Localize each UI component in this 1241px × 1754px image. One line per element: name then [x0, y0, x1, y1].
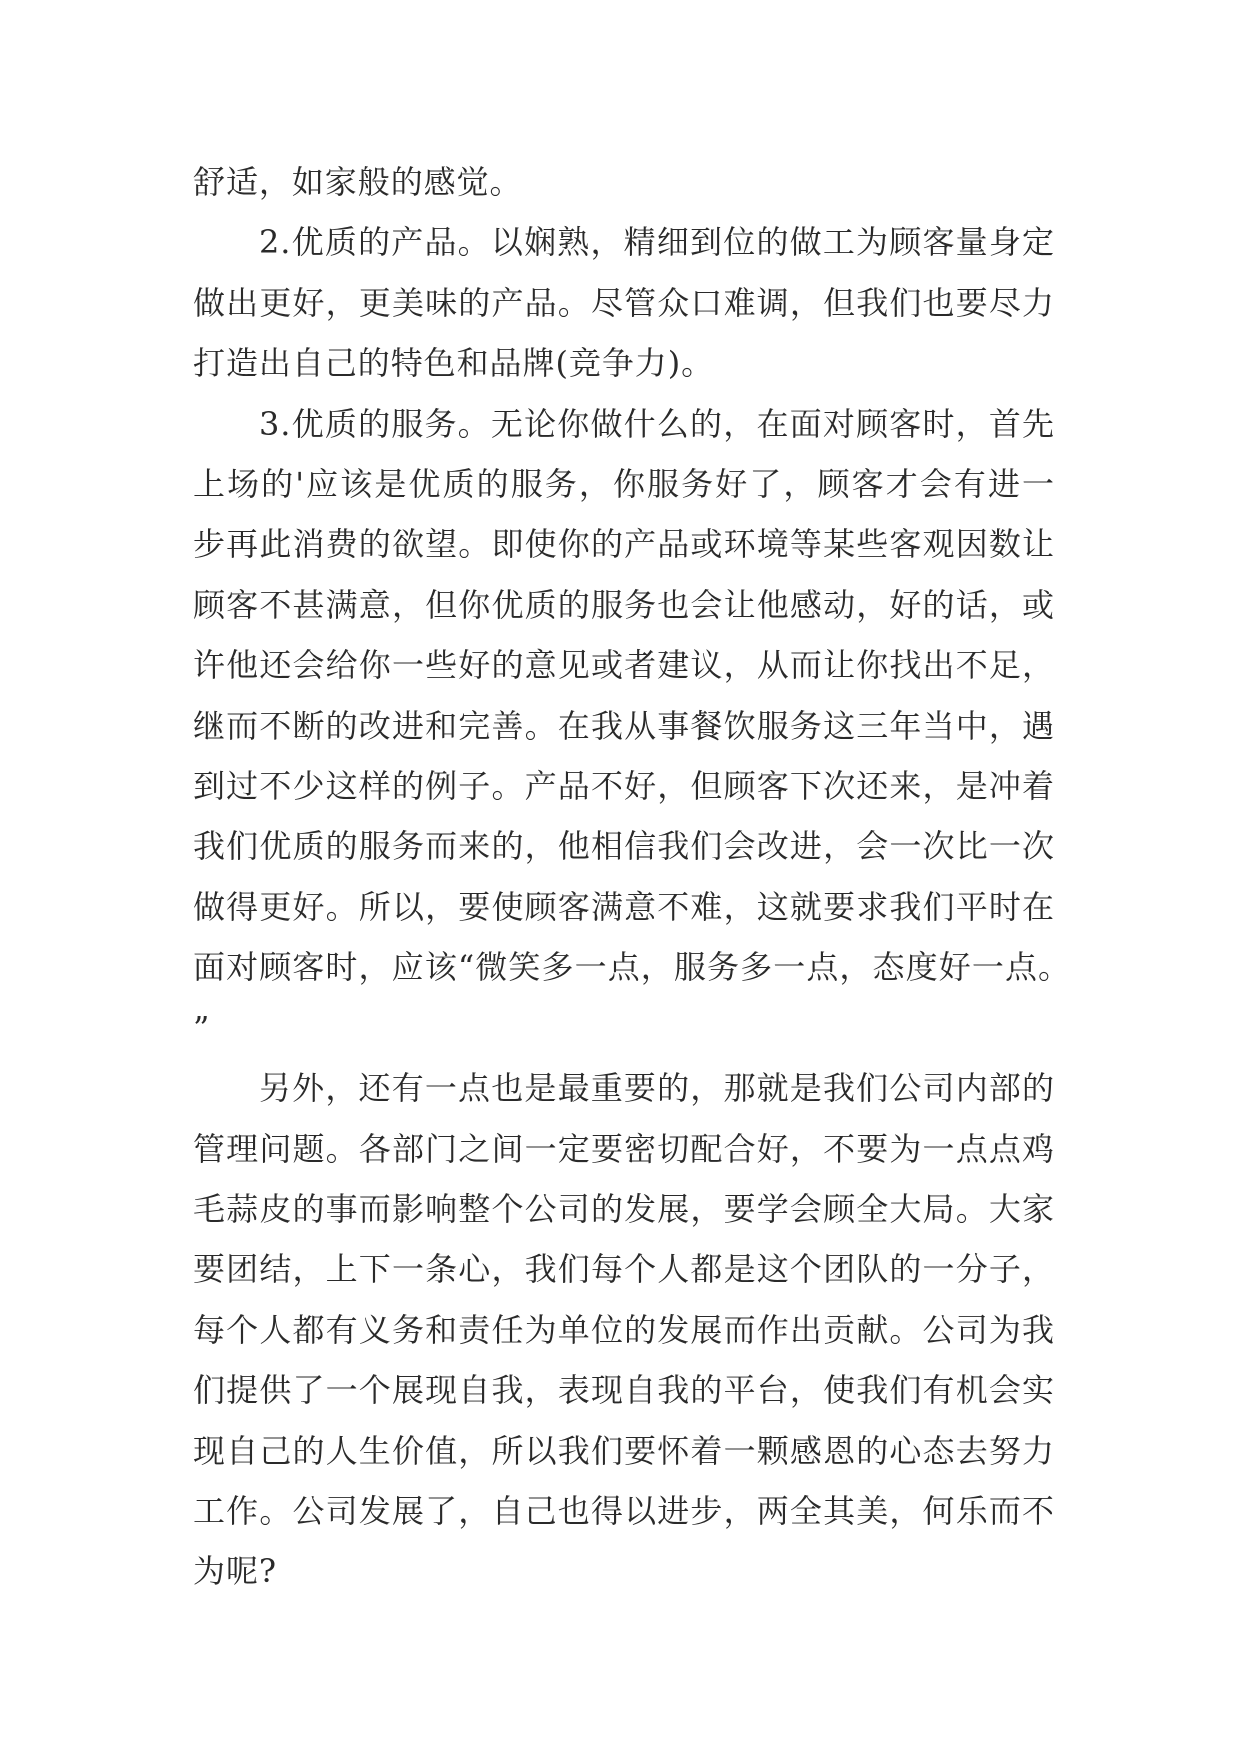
- document-body: [193, 152, 1055, 1602]
- paragraph-quality-products: 2.优质的产品。以娴熟，精细到位的做工为顾客量身定做出更好，更美味的产品。尽管众口难调，但我们也要尽力打造出自己的特色和品牌(竞争力)。: [193, 223, 1055, 383]
- paragraph-quality-service: 3.优质的服务。无论你做什么的，在面对顾客时，首先上场的'应该是优质的服务，你服务好了，顾客才会有进一步再此消费的欲望。即使你的产品或环境等某些客观因数让顾客不甚满意，但你优质的服务也会让他感动，好的话，或许他还会给你一些好的意见或者建议，从而让你找出不足，继而不断的改进和完善。在我从事餐饮服务这三年当中，遇到过不少这样的例子。产品不好，但顾客下次还来，是冲着我们优质的服务而来的，他相信我们会改进，会一次比一次做得更好。所以，要使顾客满意不难，这就要求我们平时在面对顾客时，应该“微笑多一点，服务多一点，态度好一点。”: [193, 404, 1055, 1047]
- paragraph-continuation: 舒适，如家般的感觉。: [193, 163, 523, 201]
- paragraph-internal-management: 另外，还有一点也是最重要的，那就是我们公司内部的管理问题。各部门之间一定要密切配合好，不要为一点点鸡毛蒜皮的事而影响整个公司的发展，要学会顾全大局。大家要团结，上下一条心，我们每个人都是这个团队的一分子，每个人都有义务和责任为单位的发展而作出贡献。公司为我们提供了一个展现自我，表现自我的平台，使我们有机会实现自己的人生价值，所以我们要怀着一颗感恩的心态去努力工作。公司发展了，自己也得以进步，两全其美，何乐而不为呢?: [193, 1069, 1055, 1591]
